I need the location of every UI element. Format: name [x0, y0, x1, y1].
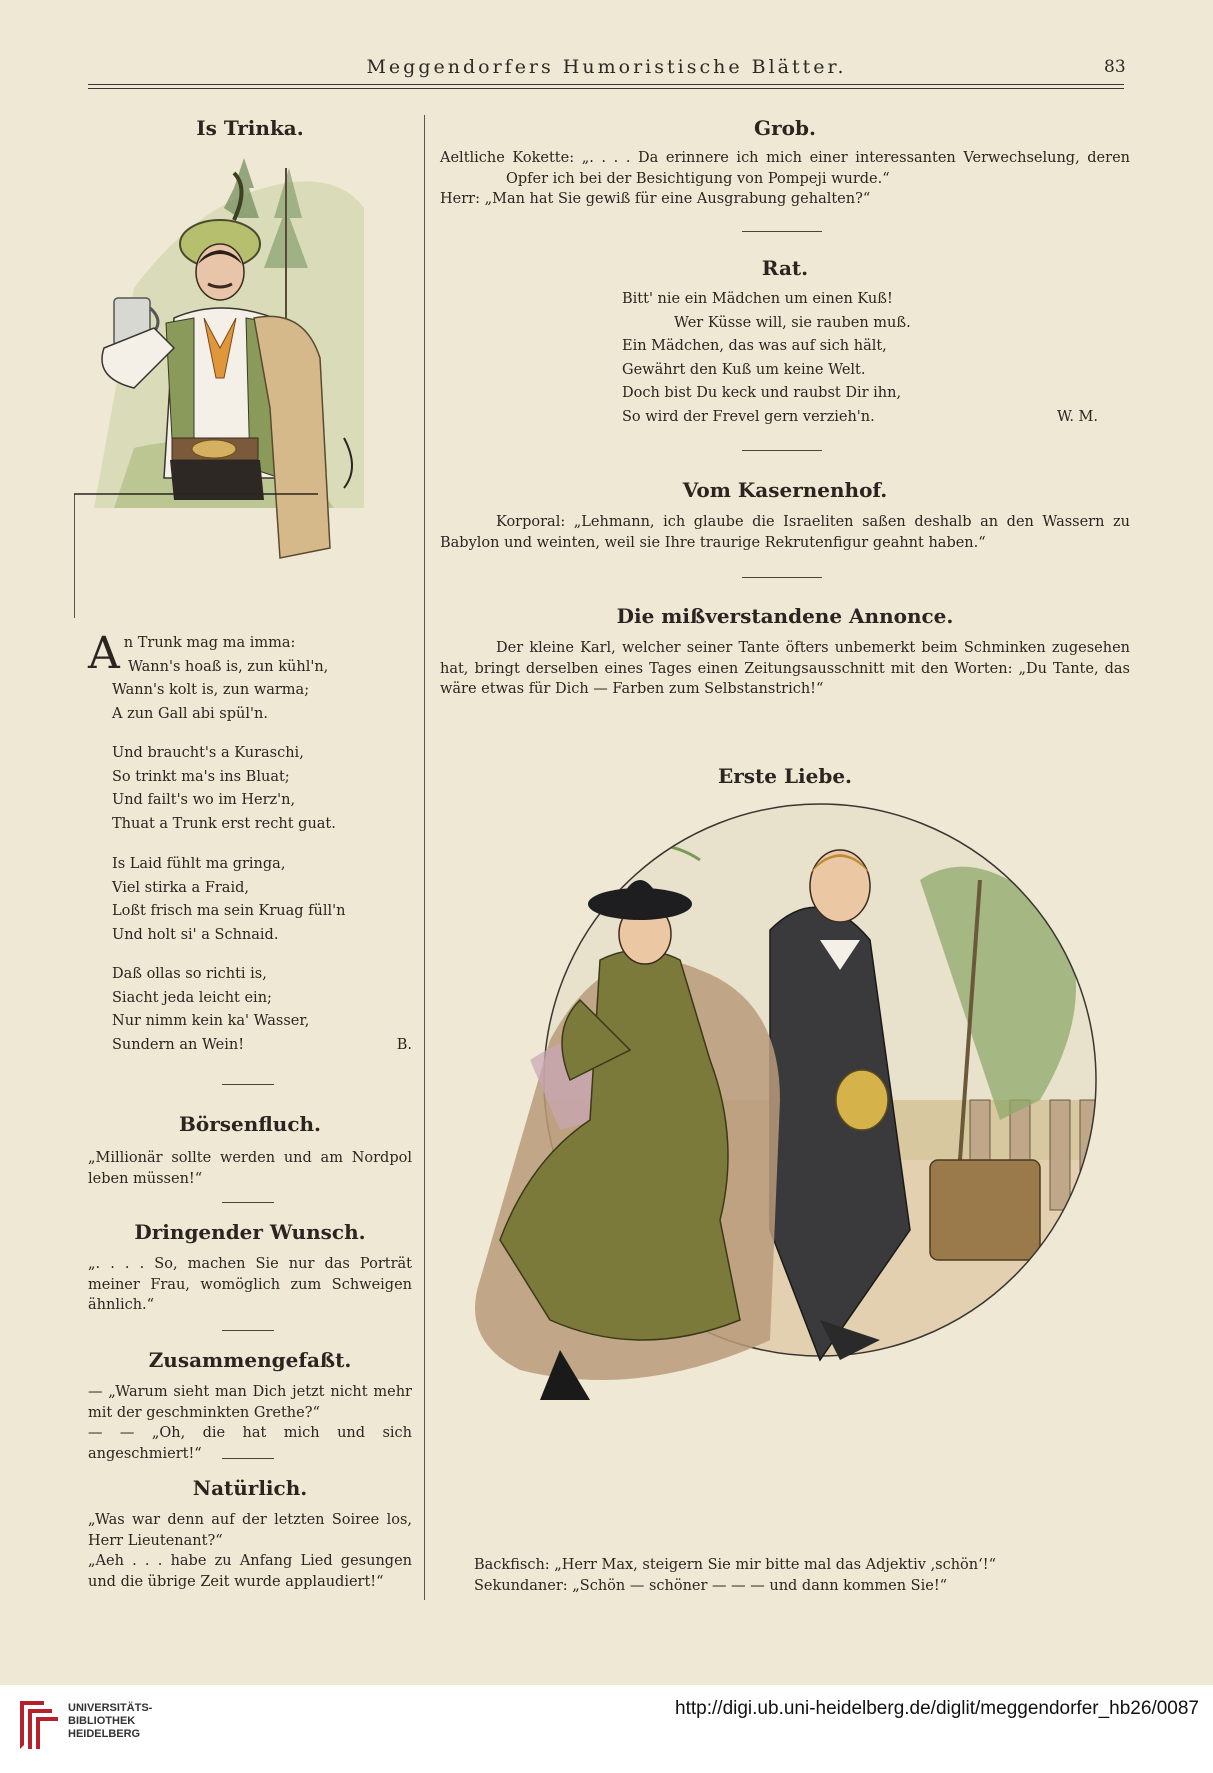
liebe-title: Erste Liebe.: [717, 764, 853, 788]
boersenfluch-title: Börsenfluch.: [178, 1112, 322, 1136]
zusammen-section: [88, 1348, 412, 1464]
trinka-stanza-1: A n Trunk mag ma imma: Wann's hoaß is, zun kühl'n, Wann's kolt is, zun warma; A zun Gall abi spül'n.: [88, 628, 329, 722]
page-number: 83: [1104, 57, 1126, 77]
grob-line-1: Aeltliche Kokette: „. . . . Da erinnere ich mich einer interessanten Verwechselung, deren Opfer ich bei der Besichtigung von Pompeji wurde.“: [440, 150, 1130, 187]
trinka-stanza-2: Und braucht's a Kuraschi, So trinkt ma's ins Bluat; Und failt's wo im Herz'n, Thuat a Trunk erst recht guat.: [112, 745, 336, 832]
natuerlich-line-1: „Was war denn auf der letzten Soiree los, Herr Lieutenant?“: [88, 1512, 412, 1549]
rat-signature: W. M.: [1056, 408, 1098, 425]
section-rule: [222, 1458, 274, 1459]
annonce-text: Der kleine Karl, welcher seiner Tante öfters unbemerkt beim Schminken zugesehen hat, bringt derselben eines Tages einen Zeitungsausschnitt mit den Worten: „Du Tante, das wäre etwas für Dich — Farben zum Selbstanstrich!“: [440, 640, 1130, 697]
annonce-title: Die mißverstandene Annonce.: [616, 604, 954, 628]
rat-poem: Bitt' nie ein Mädchen um einen Kuß! Wer Küsse will, sie rauben muß. Ein Mädchen, das was auf sich hält, Gewährt den Kuß um keine Welt. Doch bist Du keck und raubst Dir ihn, So wird der Frevel gern verzieh'n. W. M.: [622, 288, 1102, 429]
header-rule: [88, 88, 1124, 89]
section-rule: [222, 1202, 274, 1203]
kasernenhof-text: Korporal: „Lehmann, ich glaube die Israeliten saßen deshalb an den Wassern zu Babylon und weinten, weil sie Ihre traurige Rekrutenfigur geahnt haben.“: [440, 514, 1130, 551]
natuerlich-section: [88, 1476, 412, 1592]
boersenfluch-section: [88, 1112, 412, 1189]
drinker-illustration: [74, 148, 374, 628]
section-rule: [742, 450, 822, 451]
grob-line-2: Herr: „Man hat Sie gewiß für eine Ausgrabung gehalten?“: [440, 191, 871, 207]
annonce-section: [440, 604, 1130, 700]
natuerlich-line-2: „Aeh . . . habe zu Anfang Lied gesungen und die übrige Zeit wurde applaudiert!“: [88, 1553, 412, 1590]
library-name[interactable]: UNIVERSITÄTS- BIBLIOTHEK HEIDELBERG: [68, 1702, 153, 1740]
dringender-section: [88, 1220, 412, 1316]
grob-section: [440, 116, 1130, 210]
liebe-section: [440, 764, 1130, 788]
liebe-caption-2: Sekundaner: „Schön — schöner — — — und dann kommen Sie!“: [474, 1577, 948, 1594]
kasernenhof-title: Vom Kasernenhof.: [682, 478, 888, 502]
section-rule: [222, 1330, 274, 1331]
liebe-caption: [440, 1555, 1074, 1596]
trinka-title: Is Trinka.: [196, 116, 304, 140]
liebe-caption-1: Backfisch: „Herr Max, steigern Sie mir bitte mal das Adjektiv ‚schön‘!“: [474, 1557, 996, 1573]
trinka-stanza-3: Is Laid fühlt ma gringa, Viel stirka a Fraid, Loßt frisch ma sein Kruag füll'n Und holt si' a Schnaid.: [112, 856, 346, 943]
running-title: Meggendorfers Humoristische Blätter.: [366, 56, 847, 78]
kasernenhof-section: [440, 478, 1130, 553]
dringender-title: Dringender Wunsch.: [134, 1220, 366, 1244]
library-logo-icon[interactable]: [14, 1697, 62, 1753]
rat-section: [440, 256, 1130, 280]
section-rule: [222, 1084, 274, 1085]
rat-title: Rat.: [761, 256, 809, 280]
zusammen-title: Zusammengefaßt.: [148, 1348, 352, 1372]
trinka-stanza-4: Daß ollas so richti is, Siacht jeda leicht ein; Nur nimm kein ka' Wasser, Sundern an Wein! B.: [88, 963, 412, 1057]
drop-cap: A: [88, 628, 120, 679]
zusammen-line-1: — „Warum sieht man Dich jetzt nicht mehr mit der geschminkten Grethe?“: [88, 1384, 412, 1421]
zusammen-line-2: — — „Oh, die hat mich und sich angeschmiert!“: [88, 1425, 412, 1462]
header-rule: [88, 84, 1124, 85]
boersenfluch-text: „Millionär sollte werden und am Nordpol leben müssen!“: [88, 1150, 412, 1187]
dringender-text: „. . . . So, machen Sie nur das Porträt meiner Frau, womöglich zum Schweigen ähnlich.“: [88, 1256, 412, 1313]
trinka-signature: B.: [396, 1036, 412, 1053]
section-rule: [742, 231, 822, 232]
natuerlich-title: Natürlich.: [192, 1476, 308, 1500]
grob-title: Grob.: [754, 116, 816, 140]
erste-liebe-illustration: [440, 800, 1130, 1540]
section-rule: [742, 577, 822, 578]
trinka-section: [88, 116, 412, 140]
source-url-link[interactable]: http://digi.ub.uni-heidelberg.de/diglit/meggendorfer_hb26/0087: [675, 1698, 1199, 1719]
